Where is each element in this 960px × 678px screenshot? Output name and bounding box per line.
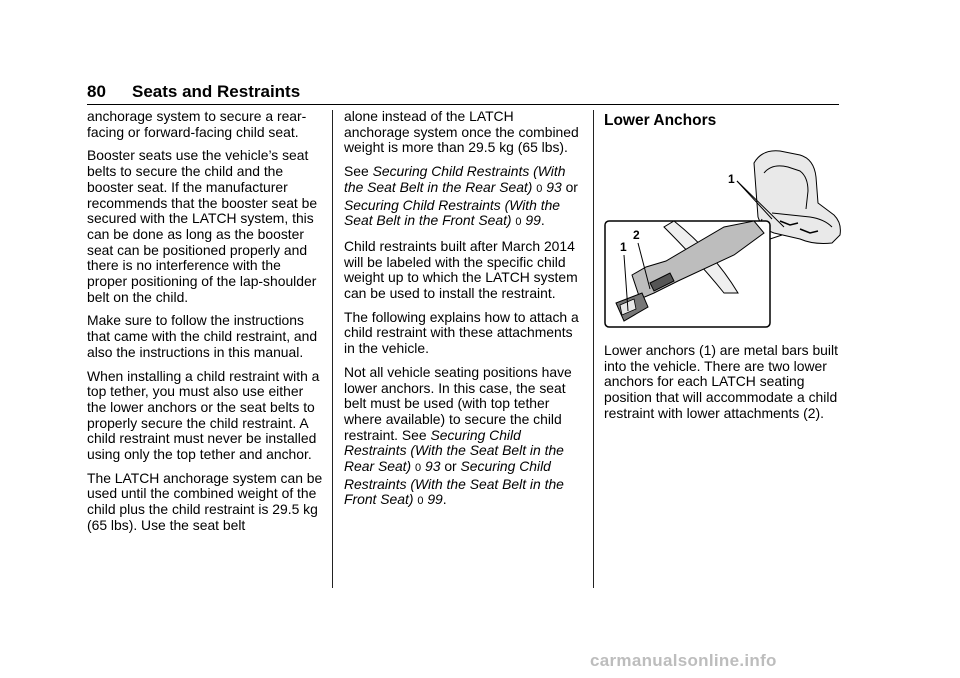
page-reference[interactable]: 93	[546, 178, 562, 195]
page-ref-arrow-icon: 0	[515, 216, 522, 229]
cross-reference-link[interactable]: Securing Child Restraints (With the Seat Belt in the Front Seat)	[344, 458, 564, 508]
paragraph: Make sure to follow the instructions that came with the child restraint, and also the instructions in this manual.	[87, 312, 318, 360]
page-ref-arrow-icon: 0	[417, 495, 424, 508]
page-reference[interactable]: 99	[427, 491, 443, 508]
column-divider	[332, 110, 333, 588]
page-number: 80	[87, 82, 106, 101]
or-text: or	[444, 458, 457, 475]
watermark: carmanualsonline.info	[590, 651, 777, 670]
callout-label: 1	[620, 240, 627, 254]
section-title: Seats and Restraints	[132, 82, 301, 101]
paragraph: Child restraints built after March 2014 will be labeled with the specific child weight up to which the LATCH system can be used to install the restraint.	[344, 237, 578, 302]
page-ref-arrow-icon: 0	[536, 182, 543, 195]
paragraph: Booster seats use the vehicle’s seat belts to secure the child and the booster seat. If the manufacturer recommends that the booster seat be secured with the LATCH system, this can be done as long as the booster seat can be positioned properly and there is no interference with the proper positioning of the lap-shoulder belt on the child.	[87, 147, 318, 305]
callout-label: 2	[633, 228, 640, 242]
section-heading: Lower Anchors	[604, 112, 717, 129]
cross-reference-link[interactable]: Securing Child Restraints (With the Seat Belt in the Front Seat)	[344, 196, 561, 229]
see-text: See	[344, 163, 369, 180]
column-1	[87, 109, 323, 542]
page-reference[interactable]: 99	[525, 212, 541, 229]
paragraph: Not all vehicle seating positions have lower anchors. In this case, the seat belt must be used (with top tether where available) to secure the child restraint. See Securing Child Restraints (With the Seat Belt in the Rear Seat) 0 93 or Securing Child Restraints (With the Seat Belt in the Front Seat) 0 99.	[344, 363, 572, 508]
column-divider	[593, 110, 594, 588]
paragraph-text: Not all vehicle seating positions have lower anchors. In this case, the seat belt must be used (with top tether where available) to secure the child restraint. See	[344, 363, 572, 443]
column-2	[344, 109, 582, 518]
paragraph: anchorage system to secure a rear-facing or forward-facing child seat.	[87, 108, 307, 140]
paragraph: The following explains how to attach a child restraint with these attachments in the vehicle.	[344, 308, 579, 357]
column-3	[604, 109, 840, 139]
page-ref-arrow-icon: 0	[415, 462, 422, 475]
figure-caption: Lower anchors (1) are metal bars built into the vehicle. There are two lower anchors for each LATCH seating position that will accommodate a child restraint with lower attachments (2).	[604, 342, 838, 421]
lower-anchors-figure	[604, 143, 844, 328]
callout-label: 1	[728, 172, 735, 186]
cross-reference-link[interactable]: Securing Child Restraints (With the Seat Belt in the Rear Seat)	[344, 426, 564, 475]
paragraph: alone instead of the LATCH anchorage system once the combined weight is more than 29.5 kg (65 lbs).	[344, 108, 579, 156]
page-header	[87, 82, 839, 105]
cross-reference-link[interactable]: Securing Child Restraints (With the Seat Belt in the Rear Seat)	[344, 163, 566, 195]
or-text: or	[565, 178, 578, 195]
paragraph: When installing a child restraint with a top tether, you must also use either the lower anchors or the seat belts to properly secure the child restraint. A child restraint must never be installed using only the top tether and anchor.	[87, 367, 320, 463]
page-reference[interactable]: 93	[425, 458, 441, 475]
paragraph: See Securing Child Restraints (With the Seat Belt in the Rear Seat) 0 93 or Securing Child Restraints (With the Seat Belt in the Front Seat) 0 99.	[344, 163, 578, 229]
paragraph: The LATCH anchorage system can be used until the combined weight of the child plus the child restraint is 29.5 kg (65 lbs). Use the seat belt	[87, 469, 323, 533]
detail-inset	[605, 221, 782, 327]
